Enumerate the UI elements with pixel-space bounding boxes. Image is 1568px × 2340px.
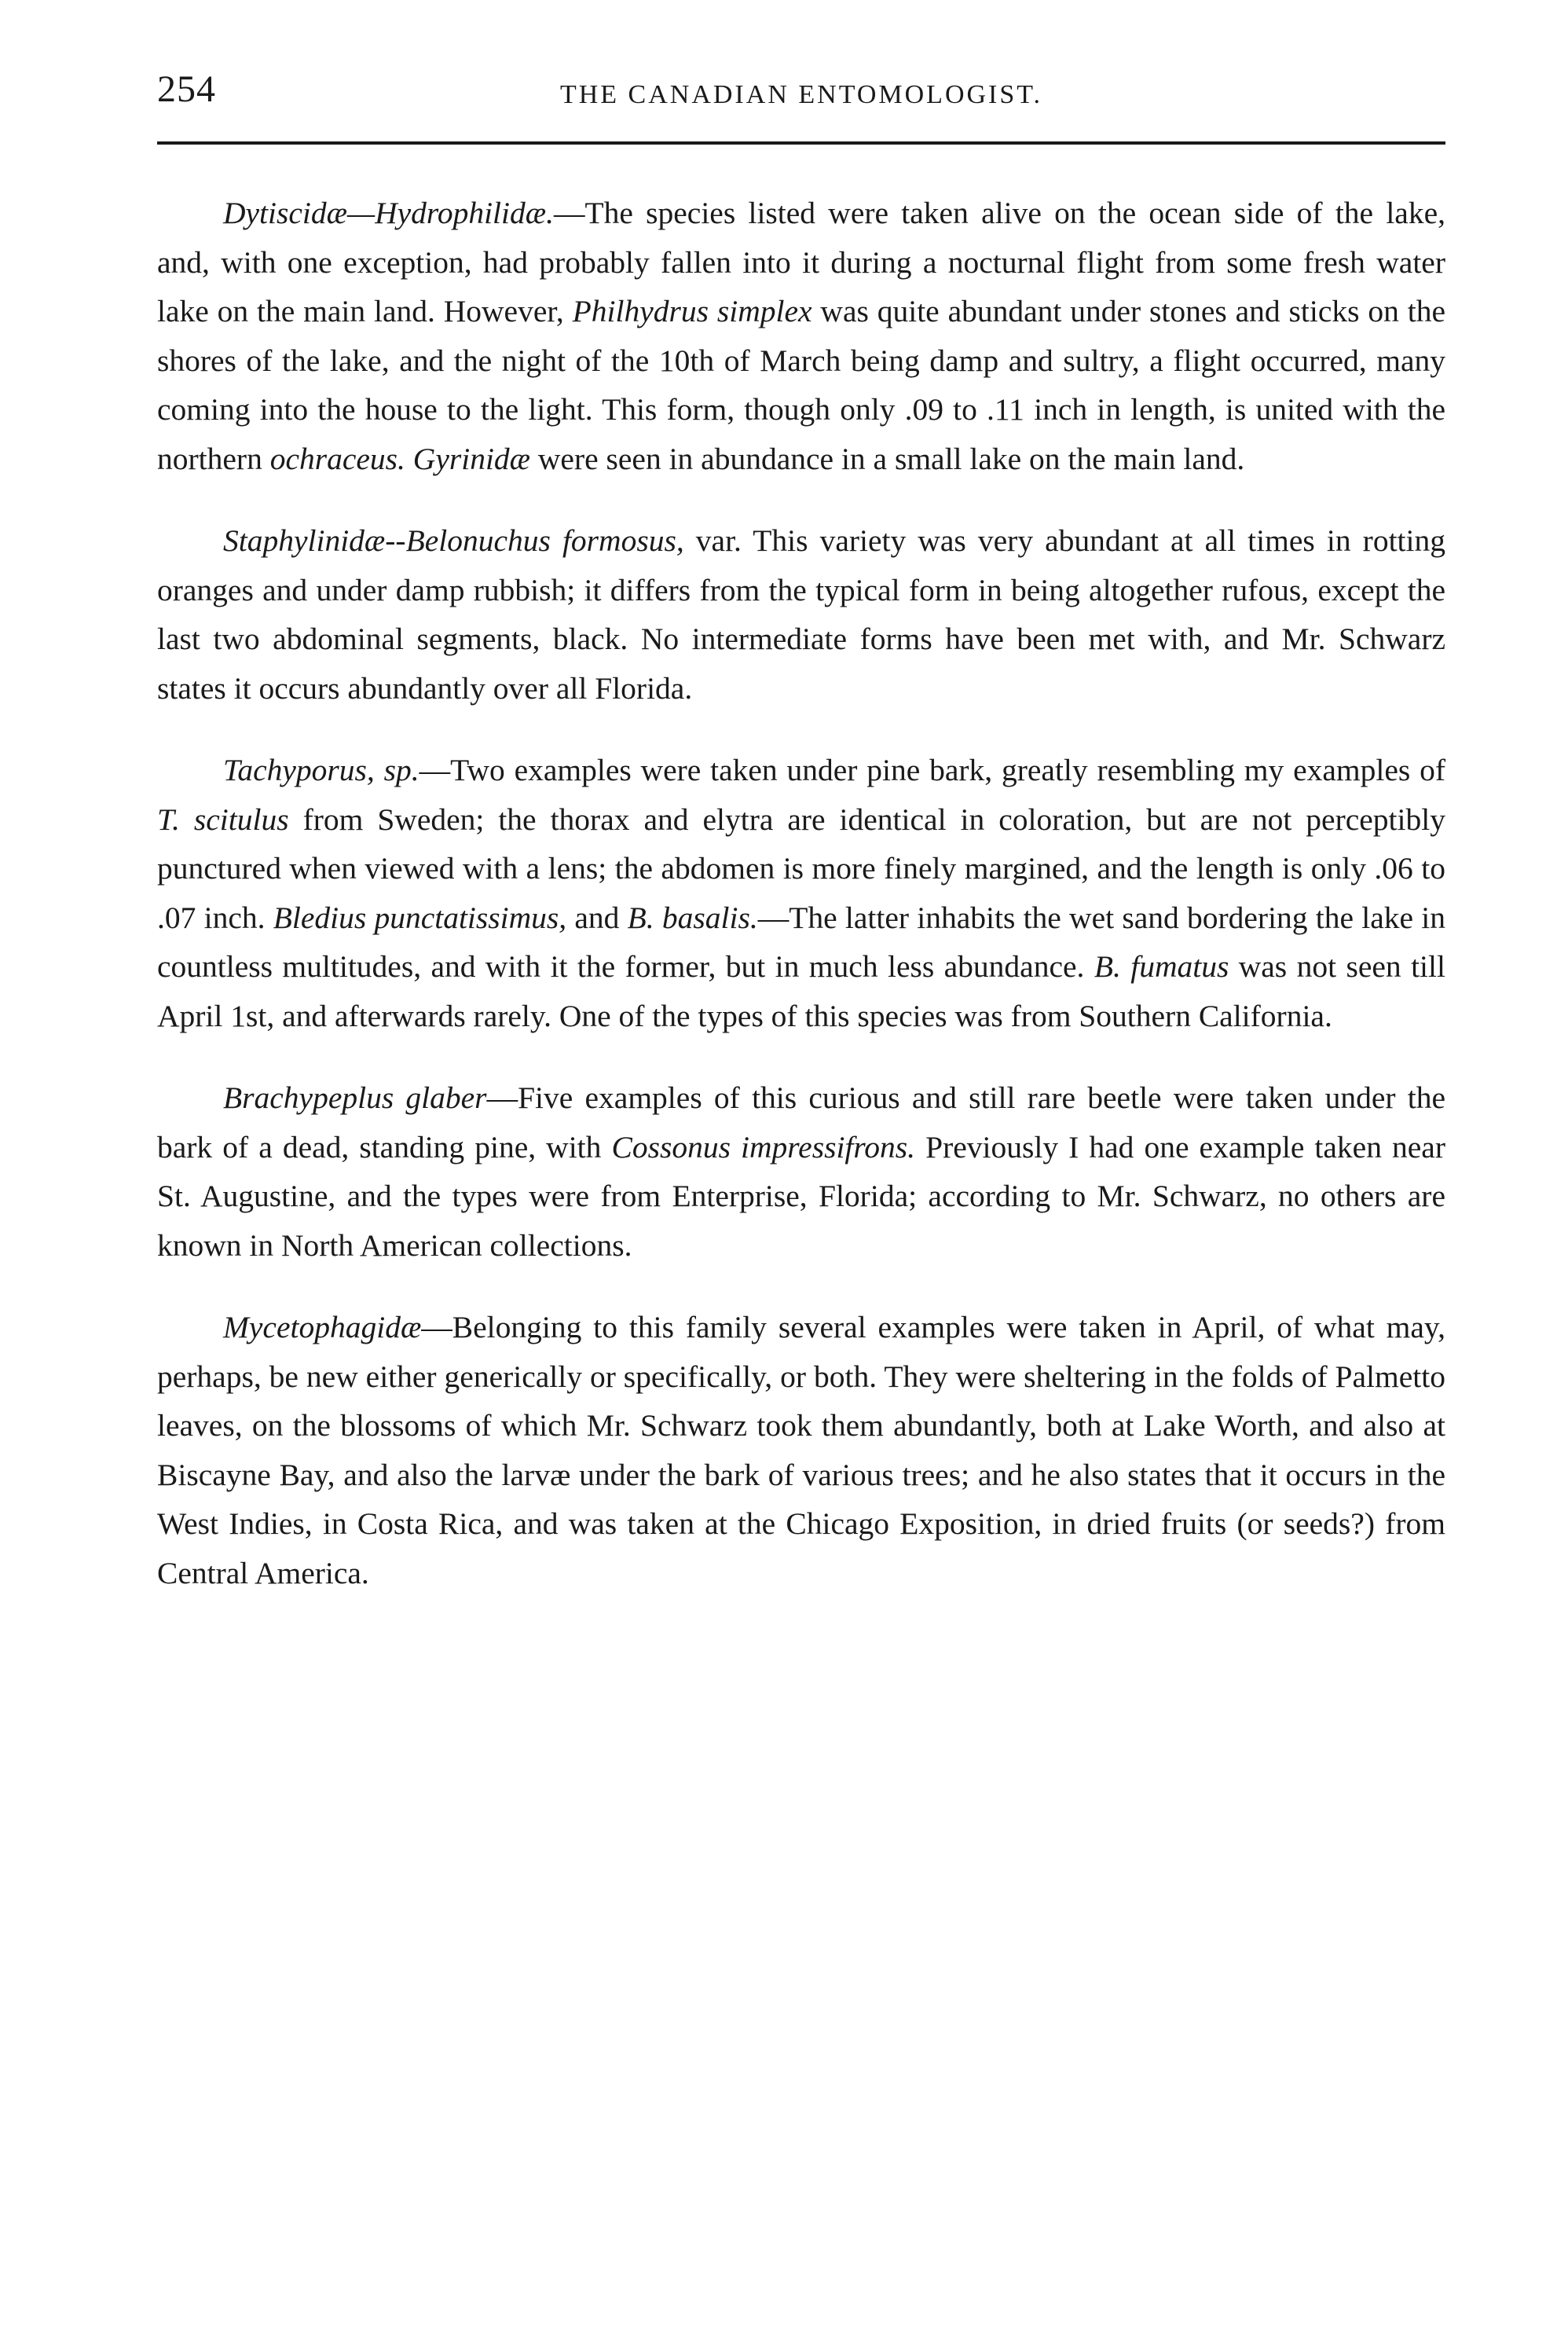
family-name: Gyrinidæ <box>412 441 531 476</box>
paragraph-text: and <box>566 900 628 935</box>
paragraph-text: was not seen till April 1st, and afterwards rarely. One of the types of this species was from Southern California. <box>157 949 1445 1033</box>
paragraph-text <box>405 442 413 476</box>
paragraph-text: from Sweden; the thorax and elytra are identical in coloration, but are not perceptibly punctured when viewed with a lens; the abdomen is more finely margined, and the length is only .06 to .07 inch. <box>157 801 1445 935</box>
paragraph-text: var. This variety was very abundant at all times in rotting oranges and under damp rubbish; it differs from the typical form in being altogether rufous, except the last two abdominal segments, black. No intermediate forms have been met with, and Mr. Schwarz states it occurs abundantly over all Florida. <box>157 523 1445 706</box>
species-name: Cossonus impressifrons. <box>611 1129 916 1164</box>
header-rule <box>157 141 1445 145</box>
family-heading: Staphylinidæ--Belonuchus formosus, <box>223 523 684 558</box>
paragraph-brachypeplus <box>157 1073 1445 1270</box>
journal-title: THE CANADIAN ENTOMOLOGIST. <box>559 80 1043 109</box>
paragraph-mycetophagidae <box>157 1303 1445 1597</box>
paragraph-text: —The species listed were taken alive on the ocean side of the lake, and, with one exception, had probably fallen into it during a nocturnal flight from some fresh water lake on the main land. However, <box>157 196 1445 328</box>
family-heading: Mycetophagidæ <box>223 1310 422 1344</box>
paragraph-text: —The latter inhabits the wet sand bordering the lake in countless multitudes, and with it the former, but in much less abundance. <box>157 900 1445 984</box>
paragraph-text: were seen in abundance in a small lake on the main land. <box>530 441 1245 476</box>
genus-heading: Tachyporus, sp. <box>223 753 419 787</box>
paragraph-text: Previously I had one example taken near St. Augustine, and the types were from Enterprise, Florida; according to Mr. Schwarz, no others are known in North American collections. <box>157 1129 1445 1263</box>
paragraph-staphylinidae <box>157 516 1445 713</box>
paragraph-text: was quite abundant under stones and sticks on the shores of the lake, and the night of the 10th of March being damp and sultry, a flight occurred, many coming into the house to the light. This form, though only .09 to .11 inch in length, is united with the northern <box>157 294 1445 476</box>
paragraph-text: —Two examples were taken under pine bark, greatly resembling my examples of <box>419 753 1445 787</box>
species-name: T. scitulus <box>157 801 289 837</box>
article-body <box>157 189 1445 1597</box>
family-heading: Dytiscidæ—Hydrophilidæ. <box>223 196 554 230</box>
genus-heading: Brachypeplus glaber <box>223 1080 487 1115</box>
species-name: Philhydrus simplex <box>572 294 812 328</box>
paragraph-text: —Belonging to this family several examples were taken in April, of what may, perhaps, be new either generically or specifically, or both. They were sheltering in the folds of Palmetto leaves, on the blossoms of which Mr. Schwarz took them abundantly, both at Lake Worth, and also at Biscayne Bay, and also the larvæ under the bark of various trees; and he also states that it occurs in the West Indies, in Costa Rica, and was taken at the Chicago Exposition, in dried fruits (or seeds?) from Central America. <box>157 1310 1445 1590</box>
species-name: B. fumatus <box>1094 949 1229 984</box>
paragraph-dytiscidae <box>157 189 1445 483</box>
paragraph-text: —Five examples of this curious and still rare beetle were taken under the bark of a dead, standing pine, with <box>157 1080 1445 1164</box>
running-head <box>157 63 1445 141</box>
species-name: ochraceus. <box>269 441 405 476</box>
journal-page <box>157 63 1445 1590</box>
species-name: B. basalis. <box>627 900 758 935</box>
species-name: Bledius punctatissimus, <box>273 900 567 935</box>
paragraph-tachyporus <box>157 746 1445 1040</box>
page-number: 254 <box>157 68 216 110</box>
